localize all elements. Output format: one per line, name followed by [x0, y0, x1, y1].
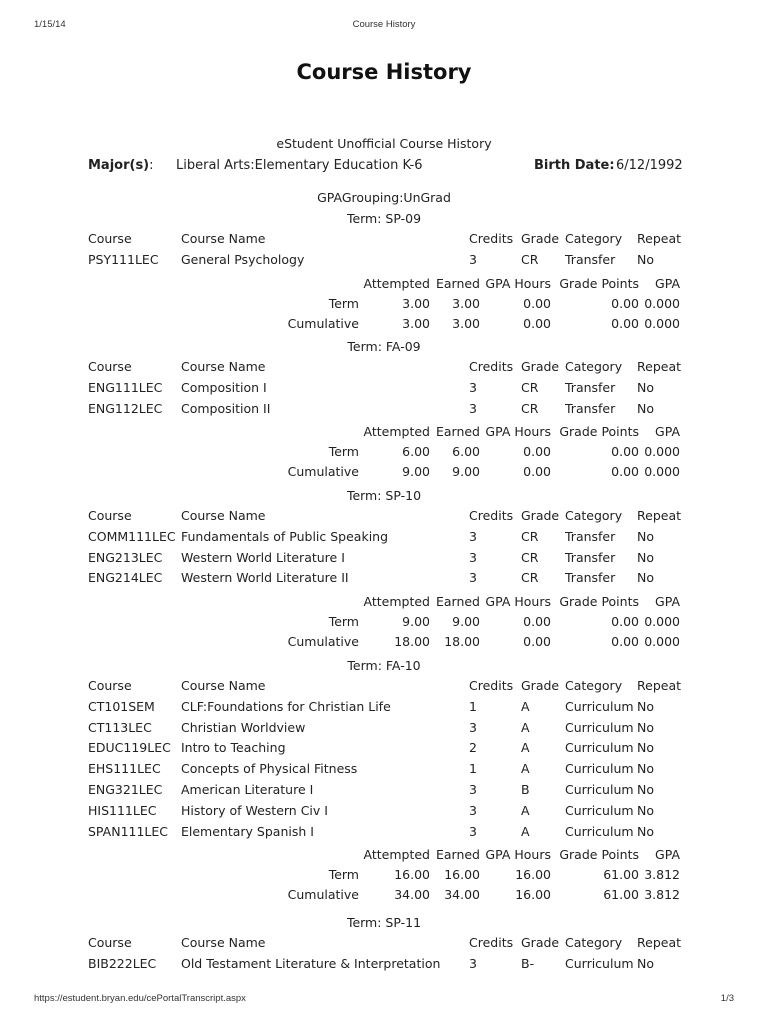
course-name: Composition II [181, 400, 271, 416]
category: Curriculum [565, 761, 634, 777]
header-repeat: Repeat [637, 935, 682, 950]
credits: 3 [469, 528, 477, 544]
credits: 1 [469, 698, 477, 714]
credits: 3 [469, 719, 477, 735]
grade: A [521, 698, 530, 714]
course-row [0, 252, 768, 268]
header-gpa: GPA [655, 275, 680, 291]
attempted: 18.00 [394, 634, 430, 650]
category: Transfer [565, 528, 616, 544]
summary-label: Cumulative [287, 634, 359, 650]
course-row [0, 720, 768, 736]
earned: 34.00 [444, 887, 480, 903]
attempted: 9.00 [402, 464, 430, 480]
page-number: 1/3 [720, 993, 734, 1004]
course-row [0, 380, 768, 396]
course-header-row [0, 359, 768, 375]
credits: 3 [469, 251, 477, 267]
grade: CR [521, 251, 539, 267]
header-grade: Grade [521, 678, 560, 693]
course-row [0, 699, 768, 715]
term-summary-row [0, 444, 768, 460]
grade-points: 0.00 [611, 464, 639, 480]
print-footer [34, 993, 734, 1007]
grade: CR [521, 570, 539, 586]
summary-header-row [0, 847, 768, 863]
earned: 9.00 [452, 464, 480, 480]
course-name: Western World Literature I [181, 549, 345, 565]
course-name: Intro to Teaching [181, 740, 286, 756]
category: Curriculum [565, 802, 634, 818]
term-summary-row [0, 614, 768, 630]
header-grade: Grade [521, 359, 560, 374]
grade: B [521, 782, 530, 797]
student-info [88, 158, 688, 176]
header-earned: Earned [435, 275, 480, 291]
category: Curriculum [565, 740, 634, 756]
header-earned: Earned [435, 847, 480, 863]
header-earned: Earned [435, 424, 480, 440]
term-summary-row [0, 296, 768, 312]
credits: 3 [469, 802, 477, 818]
grade-points: 61.00 [603, 887, 639, 903]
course-code: ENG214LEC [88, 570, 163, 586]
credits: 3 [469, 570, 477, 586]
header-gpa-hours: GPA Hours [485, 275, 551, 291]
header-gpa: GPA [655, 594, 680, 610]
gpa: 3.812 [644, 867, 680, 883]
earned: 16.00 [444, 867, 480, 883]
credits: 3 [469, 549, 477, 565]
course-code: ENG321LEC [88, 782, 163, 797]
header-grade: Grade [521, 231, 560, 246]
course-name: Christian Worldview [181, 719, 306, 735]
header-course-name: Course Name [181, 678, 266, 693]
course-name: Old Testament Literature & Interpretation [181, 955, 441, 971]
header-grade: Grade [521, 935, 560, 950]
summary-label: Term [328, 295, 359, 311]
repeat: No [637, 782, 654, 797]
grade: CR [521, 379, 539, 395]
header-attempted: Attempted [363, 275, 430, 291]
term-label: Term: FA-09 [347, 339, 421, 354]
category: Transfer [565, 570, 616, 586]
attempted: 34.00 [394, 887, 430, 903]
course-row [0, 956, 768, 972]
major-value: Liberal Arts:Elementary Education K-6 [176, 158, 423, 173]
header-repeat: Repeat [637, 678, 682, 693]
category: Curriculum [565, 698, 634, 714]
gpa-hours: 0.00 [523, 634, 551, 650]
course-row [0, 803, 768, 819]
course-name: Concepts of Physical Fitness [181, 761, 358, 777]
gpa: 0.000 [644, 444, 680, 460]
course-row [0, 529, 768, 545]
grade: A [521, 761, 530, 777]
course-code: ENG213LEC [88, 549, 163, 565]
header-grade-points: Grade Points [559, 424, 639, 440]
header-credits: Credits [469, 935, 514, 950]
header-course-code: Course [88, 678, 132, 693]
credits: 3 [469, 823, 477, 839]
gpa: 0.000 [644, 614, 680, 630]
course-name: CLF:Foundations for Christian Life [181, 698, 391, 714]
course-header-row [0, 678, 768, 694]
gpa: 3.812 [644, 887, 680, 903]
header-gpa: GPA [655, 424, 680, 440]
earned: 6.00 [452, 444, 480, 460]
repeat: No [637, 740, 654, 756]
course-header-row [0, 231, 768, 247]
course-row [0, 570, 768, 586]
gpa-hours: 0.00 [523, 444, 551, 460]
header-gpa-hours: GPA Hours [485, 594, 551, 610]
summary-label: Cumulative [287, 887, 359, 903]
category: Curriculum [565, 782, 634, 797]
course-row [0, 550, 768, 566]
header-course-code: Course [88, 935, 132, 950]
header-course-code: Course [88, 508, 132, 523]
header-credits: Credits [469, 359, 514, 374]
credits: 3 [469, 400, 477, 416]
summary-label: Cumulative [287, 464, 359, 480]
cumulative-summary-row [0, 634, 768, 650]
header-category: Category [565, 508, 623, 523]
gpa-hours: 0.00 [523, 614, 551, 630]
term-label: Term: FA-10 [347, 658, 421, 673]
grade-points: 0.00 [611, 444, 639, 460]
earned: 18.00 [444, 634, 480, 650]
summary-label: Term [328, 867, 359, 883]
gpa: 0.000 [644, 295, 680, 311]
gpa-hours: 0.00 [523, 464, 551, 480]
course-name: American Literature I [181, 782, 314, 797]
gpa: 0.000 [644, 315, 680, 331]
header-course-name: Course Name [181, 508, 266, 523]
cumulative-summary-row [0, 316, 768, 332]
category: Transfer [565, 379, 616, 395]
report-subtitle: eStudent Unofficial Course History [276, 136, 492, 151]
repeat: No [637, 570, 654, 586]
header-category: Category [565, 359, 623, 374]
course-row [0, 401, 768, 417]
repeat: No [637, 761, 654, 777]
header-grade-points: Grade Points [559, 847, 639, 863]
header-gpa: GPA [655, 847, 680, 863]
grade: CR [521, 400, 539, 416]
header-attempted: Attempted [363, 424, 430, 440]
category: Transfer [565, 549, 616, 565]
earned: 3.00 [452, 315, 480, 331]
earned: 3.00 [452, 295, 480, 311]
header-grade-points: Grade Points [559, 594, 639, 610]
earned: 9.00 [452, 614, 480, 630]
course-code: ENG111LEC [88, 379, 163, 395]
header-grade: Grade [521, 508, 560, 523]
summary-label: Cumulative [287, 315, 359, 331]
header-gpa-hours: GPA Hours [485, 424, 551, 440]
header-grade-points: Grade Points [559, 275, 639, 291]
credits: 3 [469, 782, 477, 797]
course-header-row [0, 935, 768, 951]
repeat: No [637, 400, 654, 416]
gpa-grouping: GPAGrouping:UnGrad [317, 190, 451, 205]
repeat: No [637, 955, 654, 971]
course-code: CT113LEC [88, 719, 152, 735]
birth-date-value: 6/12/1992 [616, 158, 683, 173]
header-credits: Credits [469, 678, 514, 693]
header-repeat: Repeat [637, 359, 682, 374]
cumulative-summary-row [0, 464, 768, 480]
repeat: No [637, 802, 654, 818]
course-code: PSY111LEC [88, 251, 159, 267]
repeat: No [637, 549, 654, 565]
attempted: 3.00 [402, 315, 430, 331]
course-name: Western World Literature II [181, 570, 349, 586]
gpa-hours: 0.00 [523, 295, 551, 311]
repeat: No [637, 823, 654, 839]
term-label: Term: SP-10 [346, 488, 422, 503]
grade: CR [521, 549, 539, 565]
summary-label: Term [328, 614, 359, 630]
summary-label: Term [328, 444, 359, 460]
term-summary-row [0, 867, 768, 883]
course-name: Composition I [181, 379, 267, 395]
major-label: Major(s): [88, 158, 154, 173]
grade: A [521, 802, 530, 818]
course-code: BIB222LEC [88, 955, 157, 971]
header-course-code: Course [88, 231, 132, 246]
gpa: 0.000 [644, 634, 680, 650]
header-attempted: Attempted [363, 847, 430, 863]
course-code: EHS111LEC [88, 761, 161, 777]
header-earned: Earned [435, 594, 480, 610]
course-header-row [0, 508, 768, 524]
category: Curriculum [565, 719, 634, 735]
print-date: 1/15/14 [34, 19, 66, 30]
header-attempted: Attempted [363, 594, 430, 610]
grade: A [521, 740, 530, 756]
header-course-name: Course Name [181, 935, 266, 950]
header-category: Category [565, 678, 623, 693]
attempted: 16.00 [394, 867, 430, 883]
header-course-name: Course Name [181, 231, 266, 246]
grade-points: 61.00 [603, 867, 639, 883]
gpa: 0.000 [644, 464, 680, 480]
grade: A [521, 823, 530, 839]
grade-points: 0.00 [611, 315, 639, 331]
page-title: Course History [296, 60, 472, 84]
header-credits: Credits [469, 231, 514, 246]
course-row [0, 761, 768, 777]
header-gpa-hours: GPA Hours [485, 847, 551, 863]
course-code: COMM111LEC [88, 528, 176, 544]
repeat: No [637, 528, 654, 544]
course-code: HIS111LEC [88, 802, 157, 818]
credits: 3 [469, 379, 477, 395]
attempted: 3.00 [402, 295, 430, 311]
header-repeat: Repeat [637, 231, 682, 246]
birth-date-label: Birth Date: [534, 158, 615, 173]
grade-points: 0.00 [611, 634, 639, 650]
grade: B- [521, 955, 535, 971]
credits: 2 [469, 740, 477, 756]
course-code: SPAN111LEC [88, 823, 169, 839]
credits: 1 [469, 761, 477, 777]
repeat: No [637, 698, 654, 714]
attempted: 9.00 [402, 614, 430, 630]
course-name: Elementary Spanish I [181, 823, 314, 839]
summary-header-row [0, 276, 768, 292]
gpa-hours: 0.00 [523, 315, 551, 331]
category: Transfer [565, 251, 616, 267]
repeat: No [637, 379, 654, 395]
page-url: https://estudent.bryan.edu/cePortalTranscript.aspx [34, 993, 246, 1004]
grade: A [521, 719, 530, 735]
grade-points: 0.00 [611, 295, 639, 311]
category: Transfer [565, 400, 616, 416]
grade: CR [521, 528, 539, 544]
course-name: History of Western Civ I [181, 802, 328, 818]
header-course-code: Course [88, 359, 132, 374]
header-category: Category [565, 935, 623, 950]
summary-header-row [0, 424, 768, 440]
header-category: Category [565, 231, 623, 246]
header-credits: Credits [469, 508, 514, 523]
repeat: No [637, 251, 654, 267]
attempted: 6.00 [402, 444, 430, 460]
course-code: CT101SEM [88, 698, 155, 714]
grade-points: 0.00 [611, 614, 639, 630]
header-course-name: Course Name [181, 359, 266, 374]
print-title: Course History [352, 19, 416, 30]
summary-header-row [0, 594, 768, 610]
category: Curriculum [565, 955, 634, 971]
print-header [34, 19, 734, 33]
course-code: ENG112LEC [88, 400, 163, 416]
course-name: General Psychology [181, 251, 305, 267]
course-name: Fundamentals of Public Speaking [181, 528, 389, 544]
repeat: No [637, 719, 654, 735]
term-label: Term: SP-09 [346, 211, 422, 226]
gpa-hours: 16.00 [515, 867, 551, 883]
header-repeat: Repeat [637, 508, 682, 523]
category: Curriculum [565, 823, 634, 839]
term-label: Term: SP-11 [346, 915, 422, 930]
cumulative-summary-row [0, 887, 768, 903]
course-row [0, 740, 768, 756]
course-code: EDUC119LEC [88, 740, 171, 756]
course-row [0, 782, 768, 798]
gpa-hours: 16.00 [515, 887, 551, 903]
credits: 3 [469, 955, 477, 971]
course-row [0, 824, 768, 840]
